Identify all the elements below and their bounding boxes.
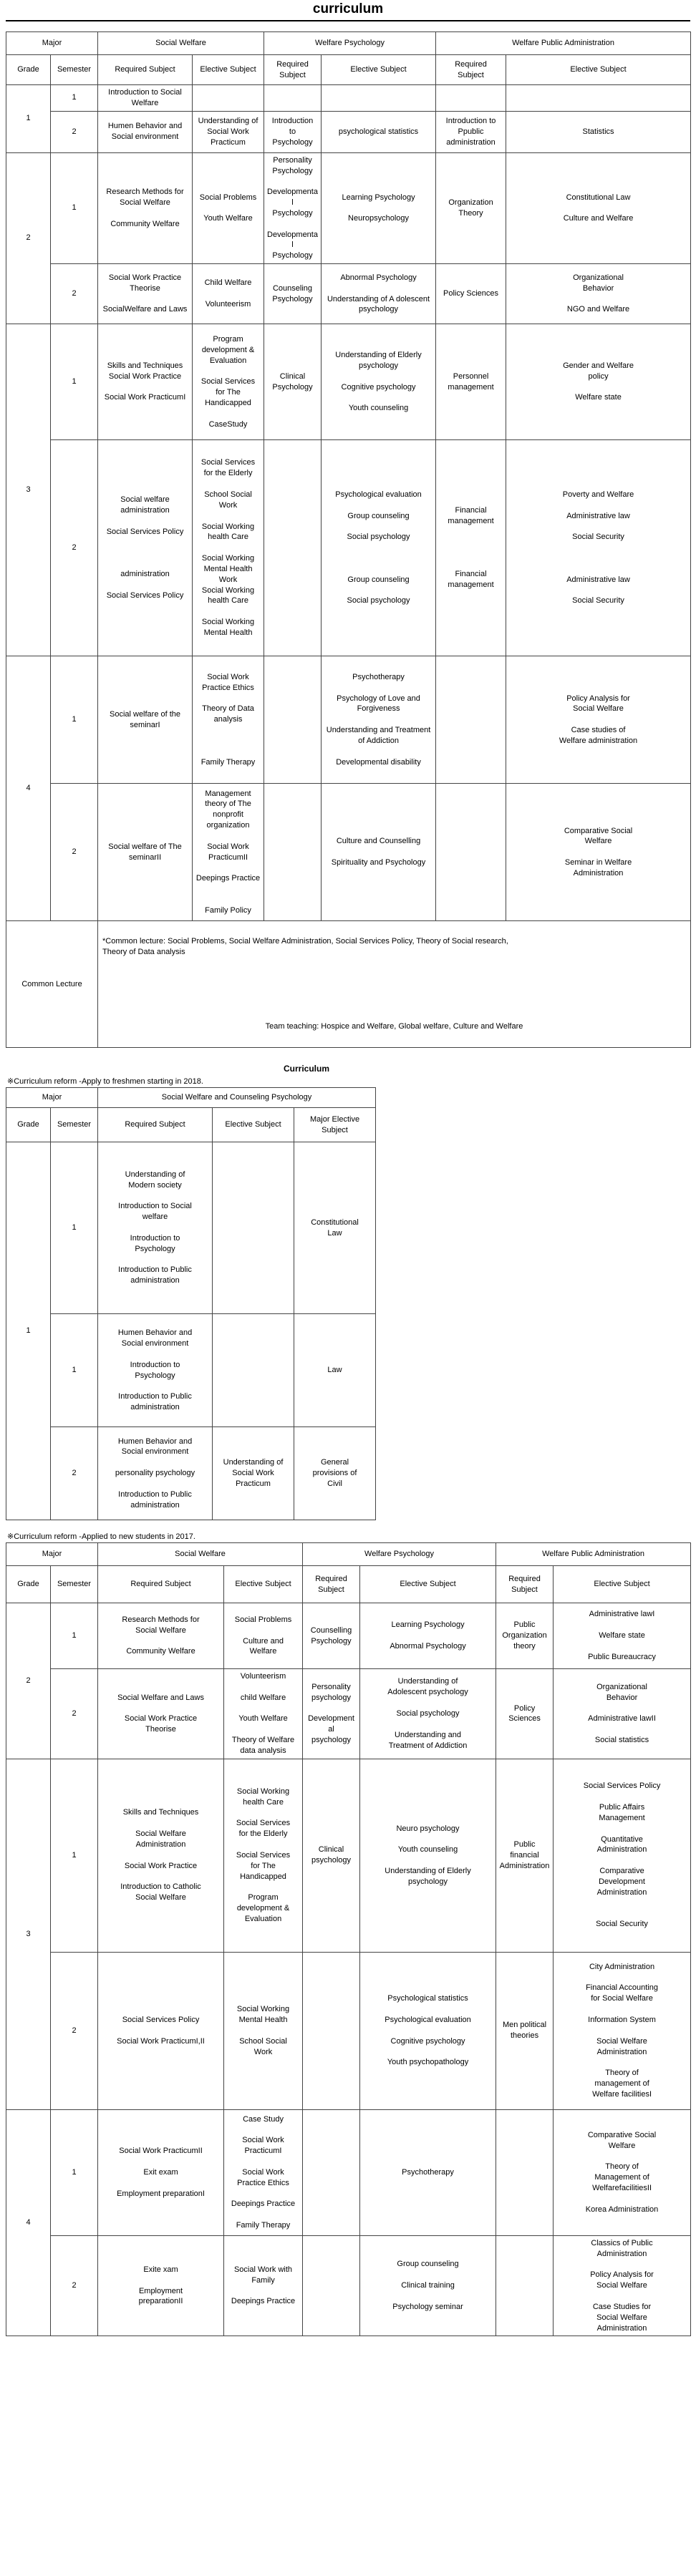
table-cell: Understanding of Social Work Practicum: [213, 1427, 294, 1520]
table-cell: Group counseling Clinical training Psychology seminar: [360, 2235, 496, 2336]
table-cell: Volunteerism child Welfare Youth Welfare Theory of Welfare data analysis: [224, 1669, 303, 1759]
table-cell: City Administration Financial Accounting for Social Welfare Information System Social Welfare Administration Theory of management of Welfare facilitiesI: [554, 1952, 691, 2109]
header-welfare-psychology: Welfare Psychology: [264, 32, 436, 55]
semester-cell: 2: [51, 264, 98, 324]
grade-cell: 2: [6, 152, 51, 324]
table-cell: Social Working Mental Health School Social Work: [224, 1952, 303, 2109]
table-cell: Social Work Practice Ethics Theory of Data analysis Family Therapy: [193, 656, 264, 784]
semester-cell: 1: [51, 656, 98, 784]
semester-cell: 1: [51, 85, 98, 112]
common-lecture-list: *Common lecture: Social Problems, Social Welfare Administration, Social Services Policy, Theory of Social research, Theory of Data analysis: [102, 936, 508, 956]
table-cell: Humen Behavior and Social environment Introduction to Psychology Introduction to Public administration: [98, 1314, 213, 1427]
table-cell: Statistics: [506, 111, 691, 152]
grade-cell: 3: [6, 1759, 51, 2109]
table-cell: Social Services Policy Public Affairs Management Quantitative Administration Comparative Development Administration Social Security: [554, 1759, 691, 1952]
semester-cell: 2: [51, 111, 98, 152]
semester-cell: 1: [51, 1603, 98, 1669]
table-cell: Organizational Behavior NGO and Welfare: [506, 264, 691, 324]
table-cell: psychological statistics: [322, 111, 436, 152]
header-elective-subject: Elective Subject: [213, 1108, 294, 1142]
table-cell: Research Methods for Social Welfare Community Welfare: [98, 152, 193, 263]
header-elective-subject: Elective Subject: [506, 55, 691, 85]
semester-cell: 1: [51, 1314, 98, 1427]
table-cell: Classics of Public Administration Policy Analysis for Social Welfare Case Studies for Social Welfare Administration: [554, 2235, 691, 2336]
table-cell: Comparative Social Welfare Seminar in Welfare Administration: [506, 784, 691, 921]
table-cell: Personality psychology Development al psychology: [303, 1669, 360, 1759]
table-cell: Understanding of Adolescent psychology Social psychology Understanding and Treatment of Addiction: [360, 1669, 496, 1759]
grade-cell: 2: [6, 1603, 51, 1759]
grade-cell: 1: [6, 85, 51, 153]
table-cell: Law: [294, 1314, 376, 1427]
semester-cell: 1: [51, 2109, 98, 2235]
table-cell: Culture and Counselling Spirituality and Psychology: [322, 784, 436, 921]
header-welfare-public-administration: Welfare Public Administration: [496, 1543, 691, 1566]
table-cell: [436, 784, 506, 921]
table-cell: Introduction to Psychology: [264, 111, 322, 152]
table-cell: Constitutional Law Culture and Welfare: [506, 152, 691, 263]
semester-cell: 2: [51, 1427, 98, 1520]
table-cell: Learning Psychology Neuropsychology: [322, 152, 436, 263]
table-cell: Abnormal Psychology Understanding of A dolescent psychology: [322, 264, 436, 324]
table-cell: Introduction to Social Welfare: [98, 85, 193, 112]
table-cell: [264, 85, 322, 112]
table-cell: [193, 85, 264, 112]
table-cell: [506, 85, 691, 112]
header-major: Major: [6, 1088, 98, 1108]
table-cell: Public financial Administration: [496, 1759, 554, 1952]
header-required-subject: Required Subject: [98, 1108, 213, 1142]
header-elective-subject: Elective Subject: [322, 55, 436, 85]
table-cell: Social welfare administration Social Services Policy administration Social Services Policy: [98, 440, 193, 656]
table-cell: Organizational Behavior Administrative lawII Social statistics: [554, 1669, 691, 1759]
header-major: Major: [6, 32, 98, 55]
table-cell: Comparative Social Welfare Theory of Management of WelfarefacilitiesII Korea Administration: [554, 2109, 691, 2235]
header-elective-subject: Elective Subject: [360, 1566, 496, 1603]
table-cell: Policy Sciences: [436, 264, 506, 324]
table-cell: Humen Behavior and Social environment: [98, 111, 193, 152]
header-semester: Semester: [51, 1108, 98, 1142]
semester-cell: 1: [51, 324, 98, 440]
table-cell: [213, 1142, 294, 1314]
table-cell: Humen Behavior and Social environment personality psychology Introduction to Public administration: [98, 1427, 213, 1520]
header-required-subject: Required Subject: [264, 55, 322, 85]
semester-cell: 2: [51, 784, 98, 921]
table-cell: Social Problems Culture and Welfare: [224, 1603, 303, 1669]
table-cell: [213, 1314, 294, 1427]
table-cell: Policy Sciences: [496, 1669, 554, 1759]
semester-cell: 1: [51, 152, 98, 263]
header-grade: Grade: [6, 1108, 51, 1142]
table-cell: Social Services Policy Social Work PracticumI,II: [98, 1952, 224, 2109]
header-elective-subject: Elective Subject: [193, 55, 264, 85]
header-elective-subject: Elective Subject: [224, 1566, 303, 1603]
table-cell: Psychological statistics Psychological evaluation Cognitive psychology Youth psychopathology: [360, 1952, 496, 2109]
header-major-elective-subject: Major Elective Subject: [294, 1108, 376, 1142]
table-cell: [496, 2235, 554, 2336]
table-cell: [436, 85, 506, 112]
table-cell: Policy Analysis for Social Welfare Case studies of Welfare administration: [506, 656, 691, 784]
table-cell: Social Welfare and Laws Social Work Practice Theorise: [98, 1669, 224, 1759]
table-cell: [264, 656, 322, 784]
semester-cell: 1: [51, 1759, 98, 1952]
table-cell: Financial management Financial management: [436, 440, 506, 656]
table-cell: Learning Psychology Abnormal Psychology: [360, 1603, 496, 1669]
table-cell: Organization Theory: [436, 152, 506, 263]
table-cell: Personality Psychology Developmental Psychology Developmental Psychology: [264, 152, 322, 263]
header-semester: Semester: [51, 55, 98, 85]
header-required-subject: Required Subject: [98, 55, 193, 85]
curriculum-reform-note: ※Curriculum reform -Apply to freshmen starting in 2018.: [7, 1077, 203, 1087]
table-cell: Skills and Techniques Social Work Practice Social Work PracticumI: [98, 324, 193, 440]
header-required-subject: Required Subject: [436, 55, 506, 85]
table-cell: Counselling Psychology: [303, 1603, 360, 1669]
table-cell: [436, 656, 506, 784]
table-cell: [303, 2235, 360, 2336]
table-cell: General provisions of Civil: [294, 1427, 376, 1520]
table-cell: Social Work with Family Deepings Practice: [224, 2235, 303, 2336]
table-cell: Clinical Psychology: [264, 324, 322, 440]
header-welfare-public-administration: Welfare Public Administration: [436, 32, 691, 55]
table-cell: Case Study Social Work PracticumI Social Work Practice Ethics Deepings Practice Family Therapy: [224, 2109, 303, 2235]
header-required-subject: Required Subject: [496, 1566, 554, 1603]
table-cell: Social Working health Care Social Services for the Elderly Social Services for The Handicapped Program development & Evaluation: [224, 1759, 303, 1952]
header-social-welfare: Social Welfare: [98, 1543, 303, 1566]
page-title: curriculum: [6, 1, 690, 21]
grade-cell: 1: [6, 1142, 51, 1520]
semester-cell: 1: [51, 1142, 98, 1314]
common-lecture-label: Common Lecture: [6, 921, 98, 1048]
semester-cell: 2: [51, 1669, 98, 1759]
curriculum-table-2017: [6, 1542, 691, 2336]
table-cell: Poverty and Welfare Administrative law Social Security Administrative law Social Security: [506, 440, 691, 656]
table-cell: Social Problems Youth Welfare: [193, 152, 264, 263]
table-cell: Men political theories: [496, 1952, 554, 2109]
semester-cell: 2: [51, 1952, 98, 2109]
header-required-subject: Required Subject: [303, 1566, 360, 1603]
header-social-welfare: Social Welfare: [98, 32, 264, 55]
table-cell: [303, 2109, 360, 2235]
table-cell: Management theory of The nonprofit organization Social Work PracticumII Deepings Practice Family Policy: [193, 784, 264, 921]
header-required-subject: Required Subject: [98, 1566, 224, 1603]
table-cell: Neuro psychology Youth counseling Understanding of Elderly psychology: [360, 1759, 496, 1952]
table-cell: Program development & Evaluation Social Services for The Handicapped CaseStudy: [193, 324, 264, 440]
semester-cell: 2: [51, 2235, 98, 2336]
table-cell: Introduction to Ppublic administration: [436, 111, 506, 152]
table-cell: Administrative lawI Welfare state Public Bureaucracy: [554, 1603, 691, 1669]
header-semester: Semester: [51, 1566, 98, 1603]
table-cell: Understanding of Social Work Practicum: [193, 111, 264, 152]
table-cell: Exite xam Employment preparationII: [98, 2235, 224, 2336]
header-major: Major: [6, 1543, 98, 1566]
table-cell: Research Methods for Social Welfare Community Welfare: [98, 1603, 224, 1669]
curriculum-table-main: [6, 31, 691, 1048]
table-cell: [322, 85, 436, 112]
table-cell: Personnel management: [436, 324, 506, 440]
table-cell: Psychological evaluation Group counseling Social psychology Group counseling Social psychology: [322, 440, 436, 656]
table-cell: [264, 784, 322, 921]
table-cell: Counseling Psychology: [264, 264, 322, 324]
table-cell: Social Work PracticumII Exit exam Employment preparationI: [98, 2109, 224, 2235]
table-cell: Psychotherapy: [360, 2109, 496, 2235]
table-cell: Social welfare of The seminarII: [98, 784, 193, 921]
curriculum-table-2018: [6, 1087, 376, 1520]
table-cell: Psychotherapy Psychology of Love and Forgiveness Understanding and Treatment of Addiction Developmental disability: [322, 656, 436, 784]
table-cell: Child Welfare Volunteerism: [193, 264, 264, 324]
grade-cell: 4: [6, 656, 51, 921]
team-teaching-list: Team teaching: Hospice and Welfare, Global welfare, Culture and Welfare: [265, 1022, 523, 1031]
table-cell: Understanding of Elderly psychology Cognitive psychology Youth counseling: [322, 324, 436, 440]
table-cell: Understanding of Modern society Introduction to Social welfare Introduction to Psychology Introduction to Public administration: [98, 1142, 213, 1314]
grade-cell: 3: [6, 324, 51, 656]
table-cell: Gender and Welfare policy Welfare state: [506, 324, 691, 440]
table-cell: [264, 440, 322, 656]
semester-cell: 2: [51, 440, 98, 656]
common-lecture-content: [98, 921, 691, 1048]
table-cell: Constitutional Law: [294, 1142, 376, 1314]
table-cell: [496, 2109, 554, 2235]
section-title: Curriculum: [283, 1064, 329, 1074]
curriculum-reform-note: ※Curriculum reform -Applied to new students in 2017.: [7, 1532, 195, 1542]
header-elective-subject: Elective Subject: [554, 1566, 691, 1603]
table-cell: Skills and Techniques Social Welfare Administration Social Work Practice Introduction to Catholic Social Welfare: [98, 1759, 224, 1952]
grade-cell: 4: [6, 2109, 51, 2336]
table-cell: Social welfare of the seminarI: [98, 656, 193, 784]
table-cell: [303, 1952, 360, 2109]
table-cell: Social Services for the Elderly School Social Work Social Working health Care Social Working Mental Health Work Social Working health Care Social Working Mental Health: [193, 440, 264, 656]
table-cell: Social Work Practice Theorise SocialWelfare and Laws: [98, 264, 193, 324]
header-grade: Grade: [6, 1566, 51, 1603]
table-cell: Clinical psychology: [303, 1759, 360, 1952]
header-welfare-psychology: Welfare Psychology: [303, 1543, 496, 1566]
header-program: Social Welfare and Counseling Psychology: [98, 1088, 376, 1108]
header-grade: Grade: [6, 55, 51, 85]
table-cell: Public Organization theory: [496, 1603, 554, 1669]
